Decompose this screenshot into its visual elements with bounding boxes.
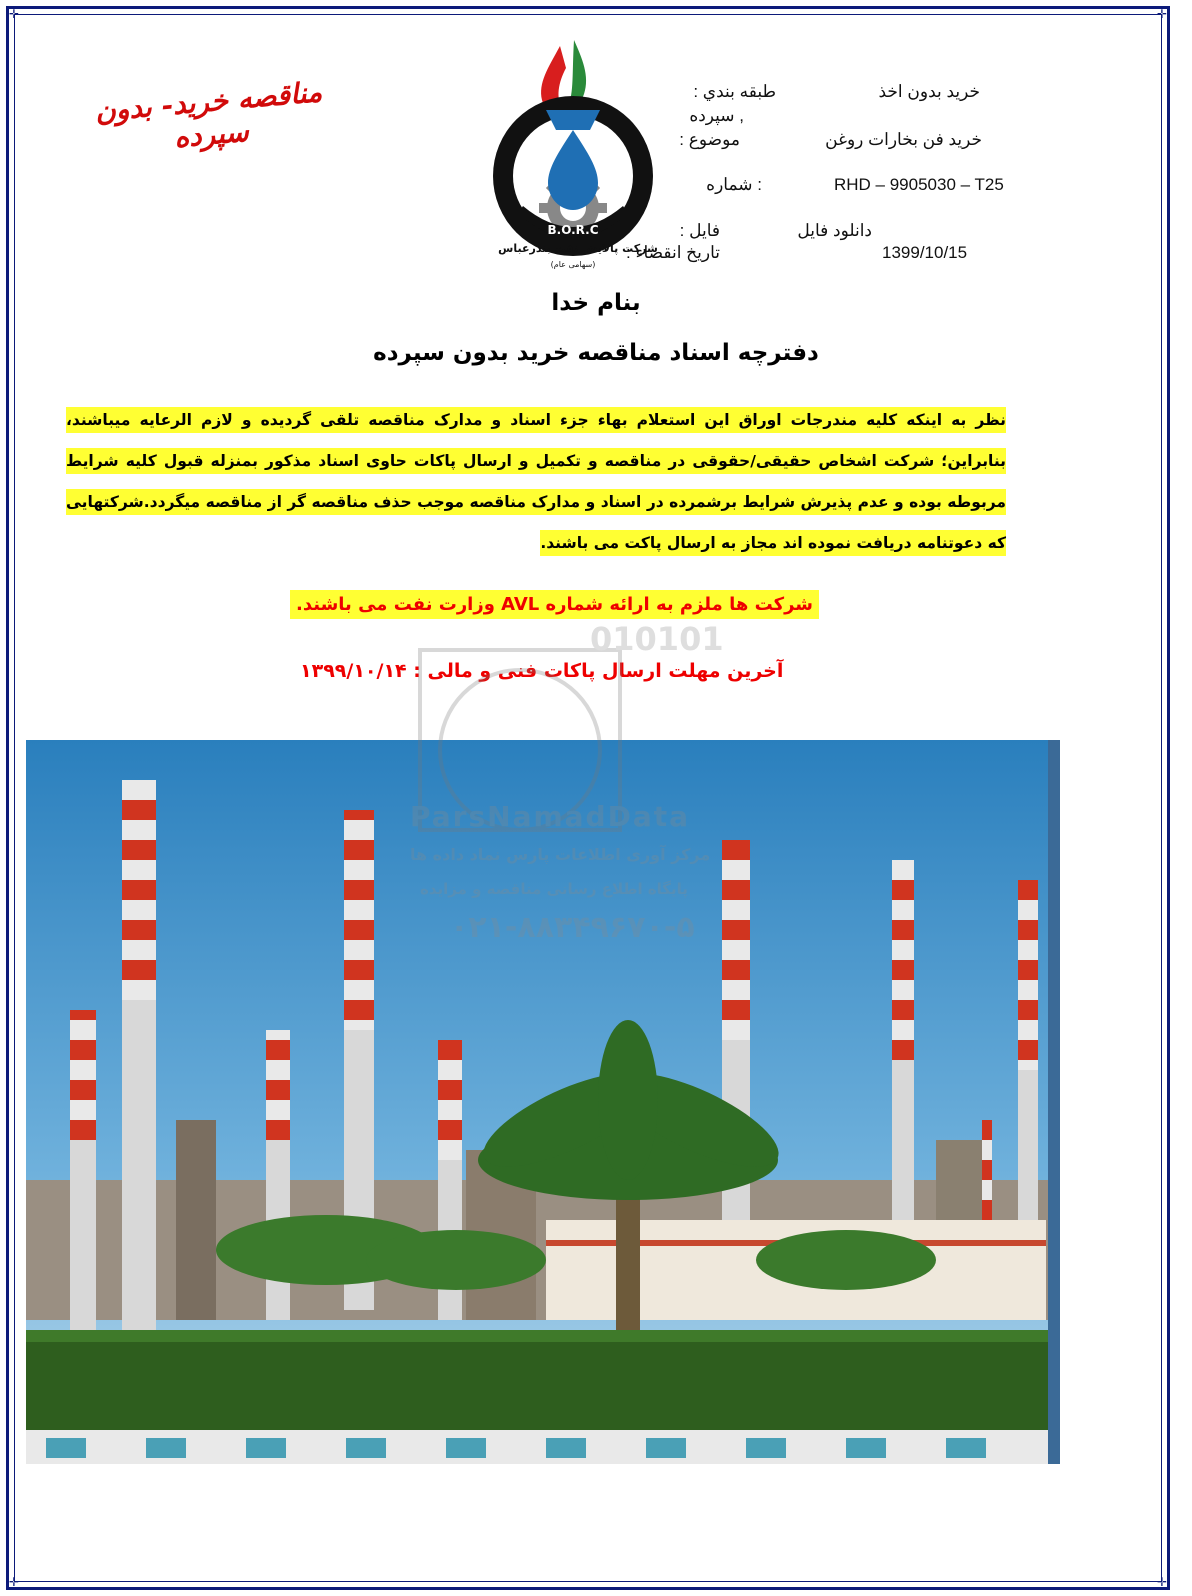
- photo-edge: [1048, 740, 1060, 1464]
- file-label: فايل :: [679, 221, 720, 240]
- corner-ornament-icon: ✛: [1156, 1575, 1168, 1589]
- watermark-digits: 010101: [590, 620, 724, 658]
- category-value-cont: , سپرده: [689, 106, 744, 125]
- corner-ornament-icon: ✛: [1156, 7, 1168, 21]
- logo-company-type: (سهامی عام): [550, 260, 596, 269]
- subject-label: موضوع :: [679, 130, 740, 149]
- number-value: RHD – 9905030 – T25: [834, 175, 1004, 194]
- logo-company-name: شرکت پالایش نفت بندرعباس: [498, 242, 658, 255]
- watermark-line2: پایگاه اطلاع رسانی مناقصه و مزایده: [420, 880, 688, 898]
- watermark: [400, 620, 780, 960]
- watermark-phone: ۰۲۱-۸۸۳۴۹۶۷۰-۵: [450, 910, 695, 945]
- category-label: طبقه بندي :: [693, 82, 776, 101]
- avl-notice: شرکت ها ملزم به ارائه شماره AVL وزارت نفت می باشند.: [290, 590, 819, 619]
- subject-value: خريد فن بخارات روغن: [825, 130, 982, 149]
- expiry-label: تاريخ انقضاء :: [626, 243, 720, 262]
- logo-initials: B.O.R.C: [547, 223, 599, 237]
- category-value: خريد بدون اخذ: [878, 82, 980, 101]
- company-logo: [478, 38, 668, 270]
- corner-ornament-icon: ✛: [8, 7, 20, 21]
- number-label: : شماره: [706, 175, 762, 194]
- expiry-value: 1399/10/15: [882, 243, 968, 262]
- intro-paragraph: [66, 400, 1006, 564]
- download-file-link[interactable]: دانلود فايل: [797, 221, 872, 240]
- intro-text: نظر به اینکه کلیه مندرجات اوراق این استعلام بهاء جزء اسناد و مدارک مناقصه تلقی گردیده و لازم الرعایه میباشند، بنابراین؛ شرکت اشخاص حقیقی/حقوقی در مناقصه و تکمیل و ارسال پاکات حاوی اسناد مذکور بمنزله قبول کلیه شرایط مربوطه بوده و عدم پذیرش شرایط برشمرده در اسناد و مدارک مناقصه موجب حذف مناقصه گر از مناقصه میگردد.شرکتهایی که دعوتنامه دریافت نموده اند مجاز به ارسال پاکت می باشند.: [66, 407, 1006, 556]
- watermark-line1: مرکز آوری اطلاعات پارس نماد داده ها: [410, 845, 711, 864]
- deadline-notice: آخرین مهلت ارسال پاکات فنی و مالی : ۱۳۹۹/۱۰/۱۴: [300, 660, 784, 682]
- page-title: بنام خدا: [551, 290, 641, 316]
- corner-ornament-icon: ✛: [8, 1575, 20, 1589]
- tender-stamp: مناقصه خرید- بدون سپرده: [93, 75, 324, 155]
- watermark-brand: ParsNamadData: [410, 800, 690, 833]
- document-title: دفترچه اسناد مناقصه خرید بدون سپرده: [373, 340, 819, 366]
